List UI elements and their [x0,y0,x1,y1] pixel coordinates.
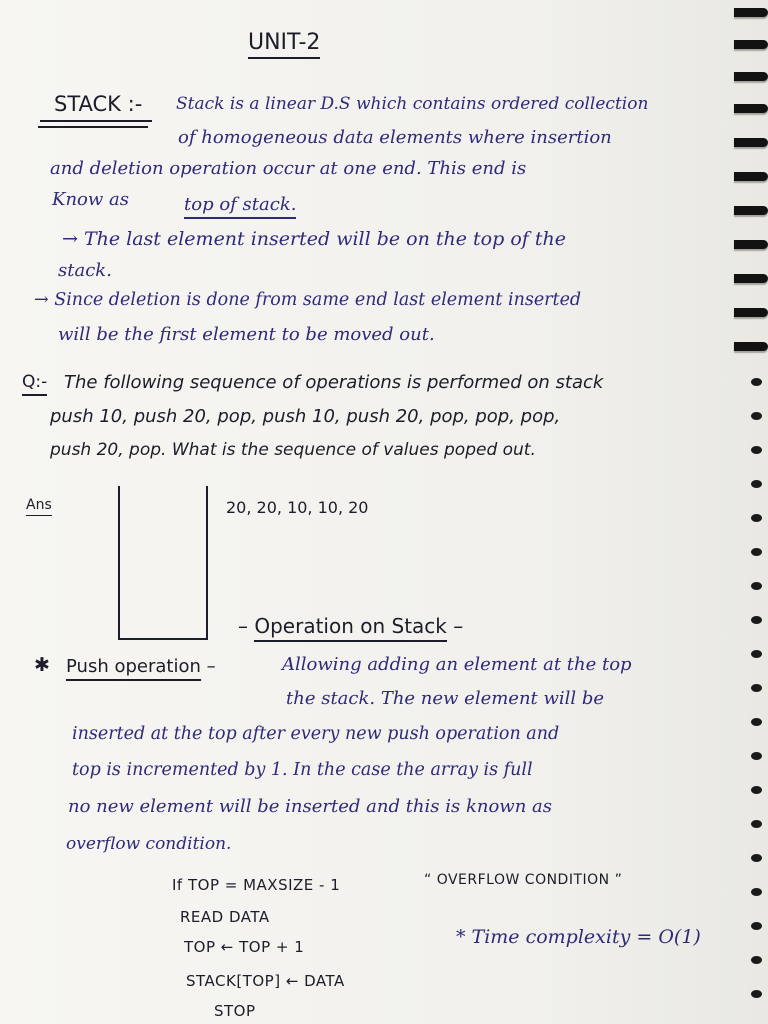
push-line6: overflow condition. [66,834,232,854]
stack-def-line2: of homogeneous data elements where insertion [178,127,612,148]
push-line2: the stack. The new element will be [286,688,605,709]
bullet-1-line2: stack. [58,260,112,281]
question-line2: push 10, push 20, pop, push 10, push 20, pop, pop, pop, [50,406,561,427]
push-line5: no new element will be inserted and this is known as [68,796,552,817]
stack-heading-underline-2 [38,126,148,128]
algo-step3: TOP ← TOP + 1 [184,938,305,956]
stack-diagram [118,486,208,640]
push-star-icon: ✱ [34,654,50,676]
bullet-2-line2: will be the first element to be moved out. [58,324,435,345]
notebook-page: UNIT-2 STACK :- Stack is a linear D.S which contains ordered collection of homogeneous data elements where insertion and deletion operation occur at one end. This end is Know as top of stack. → The last element inserted will be on the top of the stack. → Since deletion is done from same end last element inserted will be the first element to be moved out. Q:- The following sequence of operations is performed on stack push 10, push 20, pop, push 10, push 20, pop, pop, pop, push 20, pop. What is the sequence of values poped out. Ans 20, 20, 10, 10, 20 – Operation on Stack – ✱ Push operation – Allowing adding an element at the top the stack. The new element will be inserted at the top after every new push operation and top is incremented by 1. In the case the array is full no new element will be inserted and this is known as overflow condition. If TOP = MAXSIZE - 1 “ OVERFLOW CONDITION ” READ DATA TOP ← TOP + 1 STACK[TOP] ← DATA STOP * Time complexity = O(1) [0,0,768,1024]
stack-heading: STACK :- [54,92,143,116]
answer-label: Ans [26,497,52,516]
stack-def-line4a: Know as [52,189,129,210]
operations-heading-wrap: – Operation on Stack – [238,616,463,636]
question-label: Q:- [22,372,47,396]
page-title: UNIT-2 [248,30,320,59]
stack-def-line3: and deletion operation occur at one end. This end is [50,158,527,179]
push-line4: top is incremented by 1. In the case the array is full [72,760,533,780]
push-label: Push operation [66,656,201,681]
stack-heading-underline [40,120,152,122]
algo-step1: If TOP = MAXSIZE - 1 [172,876,341,894]
algo-step4: STACK[TOP] ← DATA [186,972,345,990]
top-of-stack-term: top of stack. [184,194,296,219]
bullet-1-line1: → The last element inserted will be on the top of the [62,228,566,250]
algo-step5: STOP [214,1002,256,1020]
answer-value: 20, 20, 10, 10, 20 [226,498,369,517]
time-complexity: * Time complexity = O(1) [456,926,701,948]
question-line3: push 20, pop. What is the sequence of values poped out. [50,440,536,460]
stack-def-line1: Stack is a linear D.S which contains ordered collection [176,94,649,114]
push-line1: Allowing adding an element at the top [282,654,632,675]
question-line1: The following sequence of operations is performed on stack [64,372,604,393]
operations-heading: Operation on Stack [254,614,447,642]
algo-overflow-note: “ OVERFLOW CONDITION ” [424,872,623,888]
algo-step2: READ DATA [180,908,270,926]
bullet-2-line1: → Since deletion is done from same end last element inserted [34,290,582,310]
push-line3: inserted at the top after every new push operation and [72,724,560,744]
